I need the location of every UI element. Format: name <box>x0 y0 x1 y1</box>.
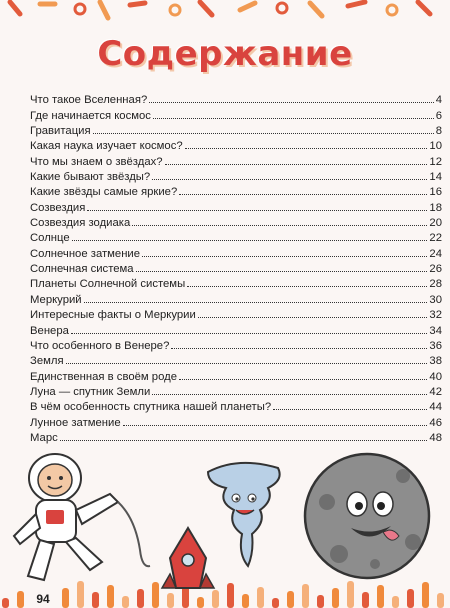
toc-entry-title: Гравитация <box>30 125 91 138</box>
toc-entry-title: Солнечная система <box>30 263 134 276</box>
toc-entry <box>30 91 442 106</box>
decorative-stripe <box>152 582 159 608</box>
toc-leader-dots <box>187 286 427 287</box>
toc-entry-page: 30 <box>429 293 442 306</box>
toc-entry-title: Венера <box>30 324 69 337</box>
toc-leader-dots <box>152 394 427 395</box>
decorative-stripe <box>2 598 9 608</box>
toc-entry-page: 16 <box>429 186 442 199</box>
toc-entry <box>30 260 442 275</box>
toc-entry-title: Какие бывают звёзды? <box>30 171 151 184</box>
decorative-stripe <box>182 586 189 608</box>
toc-entry <box>30 306 442 321</box>
toc-leader-dots <box>153 118 434 119</box>
decorative-stripe <box>227 583 234 608</box>
toc-entry-page: 38 <box>429 355 442 368</box>
tornado-icon <box>208 463 280 566</box>
toc-entry-page: 48 <box>429 431 442 444</box>
decorative-stripe <box>317 595 324 608</box>
decorative-stripe <box>167 593 174 608</box>
toc-leader-dots <box>179 194 427 195</box>
decorative-stripe <box>362 592 369 608</box>
toc-entry <box>30 137 442 152</box>
decorative-stripe <box>92 592 99 608</box>
table-of-contents <box>30 91 442 444</box>
decorative-stripe <box>302 584 309 608</box>
toc-entry-page: 18 <box>429 201 442 214</box>
top-decoration <box>0 0 450 28</box>
decorative-stripe <box>437 593 444 608</box>
toc-entry-page: 32 <box>429 309 442 322</box>
decorative-stripe <box>257 587 264 608</box>
toc-entry-title: Что мы знаем о звёздах? <box>30 155 163 168</box>
toc-entry-page: 24 <box>429 247 442 260</box>
toc-entry <box>30 352 442 367</box>
toc-entry <box>30 290 442 305</box>
toc-entry-page: 4 <box>435 94 442 107</box>
toc-leader-dots <box>179 379 427 380</box>
toc-entry <box>30 214 442 229</box>
toc-entry-page: 8 <box>435 125 442 138</box>
toc-entry <box>30 413 442 428</box>
toc-entry-title: Что такое Вселенная? <box>30 94 148 107</box>
toc-entry-title: Какая наука изучает космос? <box>30 140 183 153</box>
toc-leader-dots <box>71 333 428 334</box>
decorative-stripe <box>122 596 129 608</box>
toc-entry-page: 40 <box>429 370 442 383</box>
toc-entry-page: 12 <box>429 155 442 168</box>
toc-entry-title: Интересные факты о Меркурии <box>30 309 196 322</box>
page-number: 94 <box>28 590 58 608</box>
decorative-stripe <box>197 597 204 608</box>
toc-entry-title: В чём особенность спутника нашей планеты? <box>30 401 272 414</box>
decorative-stripe <box>242 594 249 608</box>
toc-entry <box>30 321 442 336</box>
toc-leader-dots <box>93 133 434 134</box>
toc-entry-title: Какие звёзды самые яркие? <box>30 186 178 199</box>
toc-entry-title: Марс <box>30 431 58 444</box>
toc-entry-title: Созвездия зодиака <box>30 217 131 230</box>
decorative-stripe <box>392 596 399 608</box>
toc-leader-dots <box>132 225 427 226</box>
decorative-stripe <box>77 581 84 608</box>
toc-entry-page: 20 <box>429 217 442 230</box>
toc-entry-page: 6 <box>435 109 442 122</box>
toc-entry <box>30 122 442 137</box>
toc-entry-title: Что особенного в Венере? <box>30 339 170 352</box>
decorative-stripe <box>107 585 114 608</box>
toc-entry <box>30 337 442 352</box>
decorative-stripe <box>332 588 339 608</box>
toc-leader-dots <box>165 164 428 165</box>
toc-leader-dots <box>152 179 427 180</box>
decorative-stripe <box>347 581 354 608</box>
toc-entry <box>30 183 442 198</box>
rocket-icon <box>162 528 214 588</box>
decorative-stripe <box>407 589 414 608</box>
toc-entry <box>30 106 442 121</box>
toc-entry-page: 46 <box>429 416 442 429</box>
toc-entry-page: 28 <box>429 278 442 291</box>
toc-leader-dots <box>136 271 428 272</box>
toc-leader-dots <box>72 240 428 241</box>
toc-entry <box>30 168 442 183</box>
page-title: Содержание <box>97 34 353 74</box>
toc-entry-page: 22 <box>429 232 442 245</box>
toc-leader-dots <box>185 148 428 149</box>
toc-leader-dots <box>87 210 427 211</box>
toc-entry-page: 14 <box>429 171 442 184</box>
toc-leader-dots <box>171 348 427 349</box>
toc-entry-title: Планеты Солнечной системы <box>30 278 186 291</box>
toc-entry-title: Земля <box>30 355 64 368</box>
bottom-illustrations <box>0 440 450 608</box>
toc-entry <box>30 198 442 213</box>
toc-leader-dots <box>123 425 428 426</box>
decorative-stripe <box>377 585 384 608</box>
toc-leader-dots <box>149 102 433 103</box>
toc-entry-title: Единственная в своём роде <box>30 370 177 383</box>
toc-entry <box>30 152 442 167</box>
toc-entry-page: 26 <box>429 263 442 276</box>
toc-entry-title: Луна — спутник Земли <box>30 385 151 398</box>
toc-entry-page: 10 <box>429 140 442 153</box>
astronaut-icon <box>14 454 150 580</box>
toc-entry <box>30 275 442 290</box>
toc-entry <box>30 383 442 398</box>
decorative-stripe <box>422 582 429 608</box>
decorative-stripe <box>212 590 219 608</box>
toc-entry-title: Лунное затмение <box>30 416 121 429</box>
decorative-stripe <box>287 591 294 608</box>
toc-entry <box>30 244 442 259</box>
moon-character-icon <box>305 454 429 578</box>
toc-entry <box>30 398 442 413</box>
toc-leader-dots <box>273 409 427 410</box>
decorative-stripe <box>137 589 144 608</box>
decorative-stripe <box>62 588 69 608</box>
toc-entry <box>30 367 442 382</box>
decorative-stripe <box>272 598 279 608</box>
toc-entry <box>30 229 442 244</box>
toc-leader-dots <box>66 363 428 364</box>
toc-entry-page: 36 <box>429 339 442 352</box>
decorative-stripe <box>17 591 24 608</box>
toc-entry-title: Созвездия <box>30 201 86 214</box>
toc-leader-dots <box>84 302 428 303</box>
toc-entry-title: Солнечное затмение <box>30 247 141 260</box>
toc-leader-dots <box>142 256 427 257</box>
toc-entry-title: Где начинается космос <box>30 109 151 122</box>
toc-entry-page: 42 <box>429 385 442 398</box>
toc-entry-page: 34 <box>429 324 442 337</box>
toc-entry-title: Меркурий <box>30 293 82 306</box>
toc-entry-page: 44 <box>429 401 442 414</box>
toc-leader-dots <box>198 317 428 318</box>
toc-entry-title: Солнце <box>30 232 70 245</box>
